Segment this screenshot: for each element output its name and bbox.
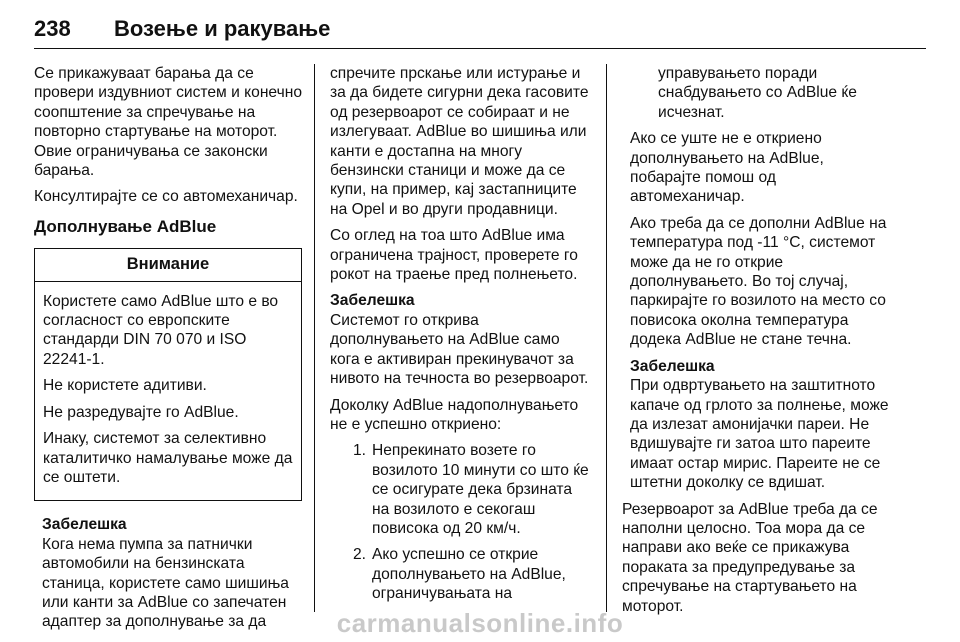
warning-paragraph: Користете само AdBlue што е во согласност со европските стандарди DIN 70 070 и ISO 22241-1.: [43, 292, 279, 368]
column-divider: [314, 64, 315, 612]
paragraph: Резервоарот за AdBlue треба да се наполни целосно. Тоа мора да се направи ако веќе се прикажува пораката за предупредување за спречување на стартувањето на моторот.: [622, 500, 878, 615]
column-middle: [330, 64, 592, 611]
paragraph: Со оглед на тоа што AdBlue има ограничена трајност, проверете го рокот на траење пред полнењето.: [330, 227, 578, 284]
list-number: 1.: [352, 442, 366, 460]
warning-title: Внимание: [35, 249, 301, 281]
paragraph: спречите прскање или истурање и за да бидете сигурни дека гасовите од резервоарот се собираат и не излегуваат. AdBlue во шишиња или канти е достапна на многу бензински станици и може да се купи, на пример, кај застапниците на Opel и во други продавници.: [330, 65, 589, 218]
header-rule: [34, 48, 926, 49]
note-title: Забелешка: [42, 516, 127, 534]
note-title: Забелешка: [330, 292, 415, 310]
warning-paragraph: Не користете адитиви.: [43, 377, 207, 395]
section-heading: Дополнување AdBlue: [34, 216, 217, 236]
chapter-title: Возење и ракување: [114, 16, 331, 41]
note-block: [622, 357, 890, 493]
column-right: [622, 64, 890, 623]
list-text: Непрекинато возете го возилото 10 минути со што ќе се осигурате дека брзината на возилото е секогаш повисока од 20 км/ч.: [372, 442, 589, 537]
note-text: Кога нема пумпа за патнички автомобили на бензинската станица, користете само шишиња или канти за AdBlue со запечатен адаптер за дополнување за да: [42, 535, 289, 631]
paragraph: Доколку AdBlue надополнувањето не е успешно откриено:: [330, 396, 579, 433]
column-divider: [606, 64, 607, 612]
list-item: [330, 441, 592, 538]
page-header: [34, 12, 926, 46]
note-text: Системот го открива дополнувањето на AdBlue само кога е активиран прекинувачот за нивото на течноста во резервоарот.: [330, 311, 589, 388]
paragraph: Ако се уште не е откриено дополнувањето на AdBlue, побарајте помош од автомеханичар.: [630, 130, 824, 206]
column-left: [34, 64, 302, 639]
paragraph: Се прикажуваат барања да се провери издувниот систем и конечно соопштение за спречување на повторно стартување на моторот. Овие ограничувања се законски барања.: [34, 65, 302, 180]
paragraph: Консултирајте се со автомеханичар.: [34, 188, 298, 206]
note-text: При одвртувањето на заштитното капаче од грлото за полнење, може да излезат амонијачки пареи. Не вдишувајте ги затоа што пареите имаат остар мирис. Пареите не се штетни доколку се вдишат.: [630, 377, 889, 492]
list-number: 2.: [352, 546, 366, 564]
warning-paragraph: Инаку, системот за селективно каталитичко намалување може да се оштети.: [43, 430, 293, 486]
page-number: 238: [34, 16, 71, 41]
note-block: [330, 291, 592, 388]
paragraph: Ако треба да се дополни AdBlue на температура под -11 °C, системот може да не го открие дополнувањето. Во тој случај, паркирајте го возилото на место со повисока околна температура додека AdBlue не стане течна.: [630, 214, 887, 349]
warning-box: [34, 248, 302, 501]
list-item: [330, 545, 592, 603]
note-title: Забелешка: [630, 357, 715, 375]
warning-body: [35, 282, 301, 501]
watermark: carmanualsonline.info: [336, 608, 624, 638]
warning-paragraph: Не разредувајте го AdBlue.: [43, 403, 239, 421]
list-continuation: управувањето поради снабдувањето со AdBlue ќе исчезнат.: [658, 65, 857, 121]
list-text: Ако успешно се открие дополнувањето на AdBlue, ограничувањата на: [372, 546, 566, 603]
